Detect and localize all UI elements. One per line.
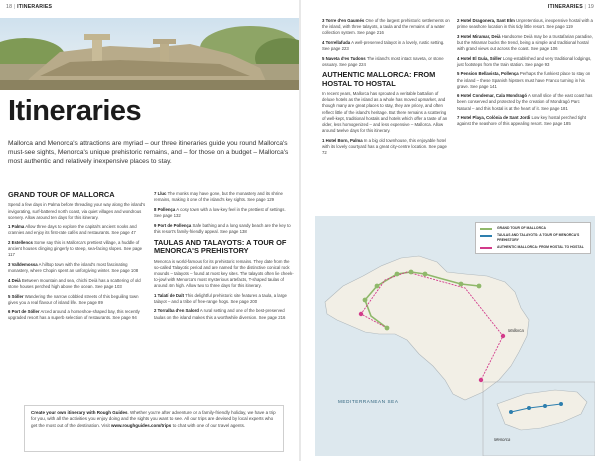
list-item: 1 Talatí de Dalt This delightful prehistoric site features a taula, a large talayot – and a tribe of free-range hogs. See page 200 bbox=[154, 292, 287, 304]
list-item: 3 Valldemossa A hilltop town with the island's most fascinating monastery, where Chopin spent an unforgiving winter. See page 108 bbox=[8, 261, 139, 274]
page-number-right: 19 bbox=[587, 4, 594, 10]
list-item: 1 Hotel Born, Palma In a big old townhouse, this enjoyable hotel with its lovely courtyard has a great city-centre location. See page 72 bbox=[322, 137, 447, 155]
list-item: 6 Port de Sóller Arced around a horseshoe-shaped bay, this recently upgraded resort has a superb selection of restaurants. See page 94 bbox=[8, 309, 140, 321]
sea-label: MEDITERRANEAN SEA bbox=[338, 399, 399, 404]
list-item: 7 Hotel Playa, Colònia de Sant Jordi Low key hostal perched tight against the seashore of this appealing resort. See page 185 bbox=[457, 115, 586, 127]
photo-illustration bbox=[0, 18, 299, 90]
list-item: 4 Deià Between mountain and sea, chichi Deià has a scattering of old stone houses perched high above the ocean. See page 103 bbox=[8, 277, 141, 289]
list-item: 5 Sóller Wandering the narrow cobbled streets of this beguiling town gives you a real flavour of island life. See page 89 bbox=[8, 293, 139, 305]
list-item: 2 Hotel Dragonera, Sant Elm Unpretentious, inexpensive hostal with a prime seashore location in this tidy little resort. See page 119 bbox=[457, 18, 593, 30]
mallorca-label: Mallorca bbox=[508, 328, 524, 333]
talayots-heading: TAULAS AND TALAYOTS: A TOUR OF MENORCA'S PREHISTORY bbox=[154, 237, 287, 256]
running-head-label-left: ITINERARIES bbox=[17, 4, 53, 10]
grand-tour-column bbox=[8, 191, 146, 325]
page-number-left: 18 bbox=[6, 4, 13, 10]
list-item: 4 Torrellafuda A well-preserved talayot in a lovely, rustic setting. See page 223 bbox=[322, 39, 445, 51]
legend-swatch bbox=[480, 235, 492, 237]
hostal-list-column bbox=[457, 18, 593, 131]
list-item: 2 Torralba d'en Salord A rural setting and one of the best-preserved taulas on the island makes this a worthwhile diversion. See page 216 bbox=[154, 308, 286, 320]
legend-swatch bbox=[480, 247, 492, 249]
legend-row-talayots bbox=[480, 233, 586, 242]
talayots-lead: Menorca is world-famous for its prehistoric remains. They date from the so-called Talayotic period and are named for the distinctive conical rock mounds – talayots – found at most key sites. The talayots often lie cheek-to-jowl with Menorca's most mysterious artefacts, T-shaped taulas of around 4m high. Allow two to three days for this itinerary. bbox=[154, 258, 294, 288]
running-head-right: ITINERARIES | 19 bbox=[547, 4, 594, 10]
create-itinerary-box bbox=[24, 405, 284, 452]
prehistoric-site-photo bbox=[0, 18, 299, 90]
list-item: 7 Lluc The monks may have gone, but the monastery and its shrine remains, making it one of the island's key sights. See page 129 bbox=[154, 191, 283, 203]
talayots-continued-column bbox=[322, 18, 450, 159]
running-head-label-right: ITINERARIES bbox=[547, 4, 583, 10]
page-title: Itineraries bbox=[8, 95, 142, 127]
cta-link[interactable]: www.roughguides.com/trips bbox=[110, 422, 172, 428]
list-item: 3 Torre d'en Gaumés One of the largest prehistoric settlements on the island, with three talayots, a taula and the remains of a water collection system. See page 216 bbox=[322, 18, 450, 36]
list-item: 1 Palma Allow three days to explore the capital's ancient nooks and crannies and enjoy its first-rate cafés and restaurants. See page 47 bbox=[8, 224, 137, 236]
running-head-left: 18 | ITINERARIES bbox=[6, 4, 53, 10]
list-item: 9 Port de Pollença Safe bathing and a long sandy beach are the key to this resort's family-friendly appeal. See page 138 bbox=[154, 222, 291, 234]
hostal-heading: AUTHENTIC MALLORCA: FROM HOSTAL TO HOSTAL bbox=[322, 70, 436, 88]
list-item: 5 Naveta d'es Tudons The island's most intact naveta, or stone ossuary. See page 224 bbox=[322, 55, 444, 67]
legend-label: AUTHENTIC MALLORCA: FROM HOSTAL TO HOSTAL bbox=[497, 245, 584, 250]
grand-tour-lead: Spend a few days in Palma before threading your way along the island's invigorating, surf-battered north coast, via quiet villages and wondrous scenery. Allow around ten days for this itinerary. bbox=[8, 202, 146, 220]
menorca-label: Menorca bbox=[494, 437, 511, 442]
legend-label: GRAND TOUR OF MALLORCA bbox=[497, 226, 546, 230]
list-item: 2 Estellencs Some say this is Mallorca's prettiest village, a huddle of ancient houses clinging gingerly to steep, sea-facing slopes. See page 117 bbox=[8, 240, 143, 258]
legend-row-grand-tour bbox=[480, 226, 586, 230]
list-item: 4 Hotel El Guía, Sóller Long-established and very traditional lodgings, just footsteps from the train station. See page 93 bbox=[457, 55, 592, 67]
cta-tail: to chat with one of our travel agents. bbox=[171, 422, 246, 428]
map-legend bbox=[475, 222, 591, 254]
legend-swatch bbox=[480, 228, 492, 230]
left-page bbox=[0, 0, 299, 461]
hostal-lead: In recent years, Mallorca has sprouted a veritable battalion of deluxe hotels as the island as a whole has moved upmarket, and though many are great places to stay, they are pricey, and often reflect little of the island's heritage. But there remains a scattering of well-kept, traditional hostals and hotels which offer a taste of an older, less homogenized – and less expensive – Mallorca. Allow around twelve days for this itinerary. bbox=[322, 91, 448, 133]
list-item: 5 Pension Bellavista, Pollença Perhaps the funkiest place to stay on the island – these Spanish hipsters must have Franco turning in his grave. See page 141 bbox=[457, 71, 591, 89]
second-column bbox=[154, 191, 294, 324]
cta-text: . Whether you're after adventure or a family-friendly holiday, we have a trip for you, with all the activities you enjoy doing and the sights you want to see. All our trips are devised by local experts who get the most out of the destination. Visit bbox=[31, 410, 276, 428]
list-item: 6 Hotel Condemar, Cala Mondragó A small slice of the east coast has been conserved and protected by the creation of Mondragó Parc Natural – and this hostal is at the heart of it. See page 181 bbox=[457, 93, 593, 111]
legend-row-hostal bbox=[480, 245, 586, 249]
grand-tour-heading: GRAND TOUR OF MALLORCA bbox=[8, 190, 115, 199]
intro-paragraph: Mallorca and Menorca's attractions are myriad – our three itineraries guide you round Mallorca's must-see sights, Menorca's unique prehistoric remains, and – for those on a budget – Mallorca's most authentic and relatively inexpensive places to stay. bbox=[8, 140, 289, 166]
cta-bold: Create your own itinerary with Rough Guides bbox=[31, 410, 128, 415]
legend-label: TAULAS AND TALAYOTS: A TOUR OF MENORCA'S PREHISTORY bbox=[497, 233, 580, 242]
list-item: 8 Pollença A cosy town with a low-key feel in the prettiest of settings. See page 132 bbox=[154, 206, 286, 218]
list-item: 3 Hotel Miramar, Deià Handsome Deià may be a trustafarian paradise, but the Miramar bucks the trend, being a simple and traditional hostal with grand views out across the coast. See page 106 bbox=[457, 33, 593, 51]
